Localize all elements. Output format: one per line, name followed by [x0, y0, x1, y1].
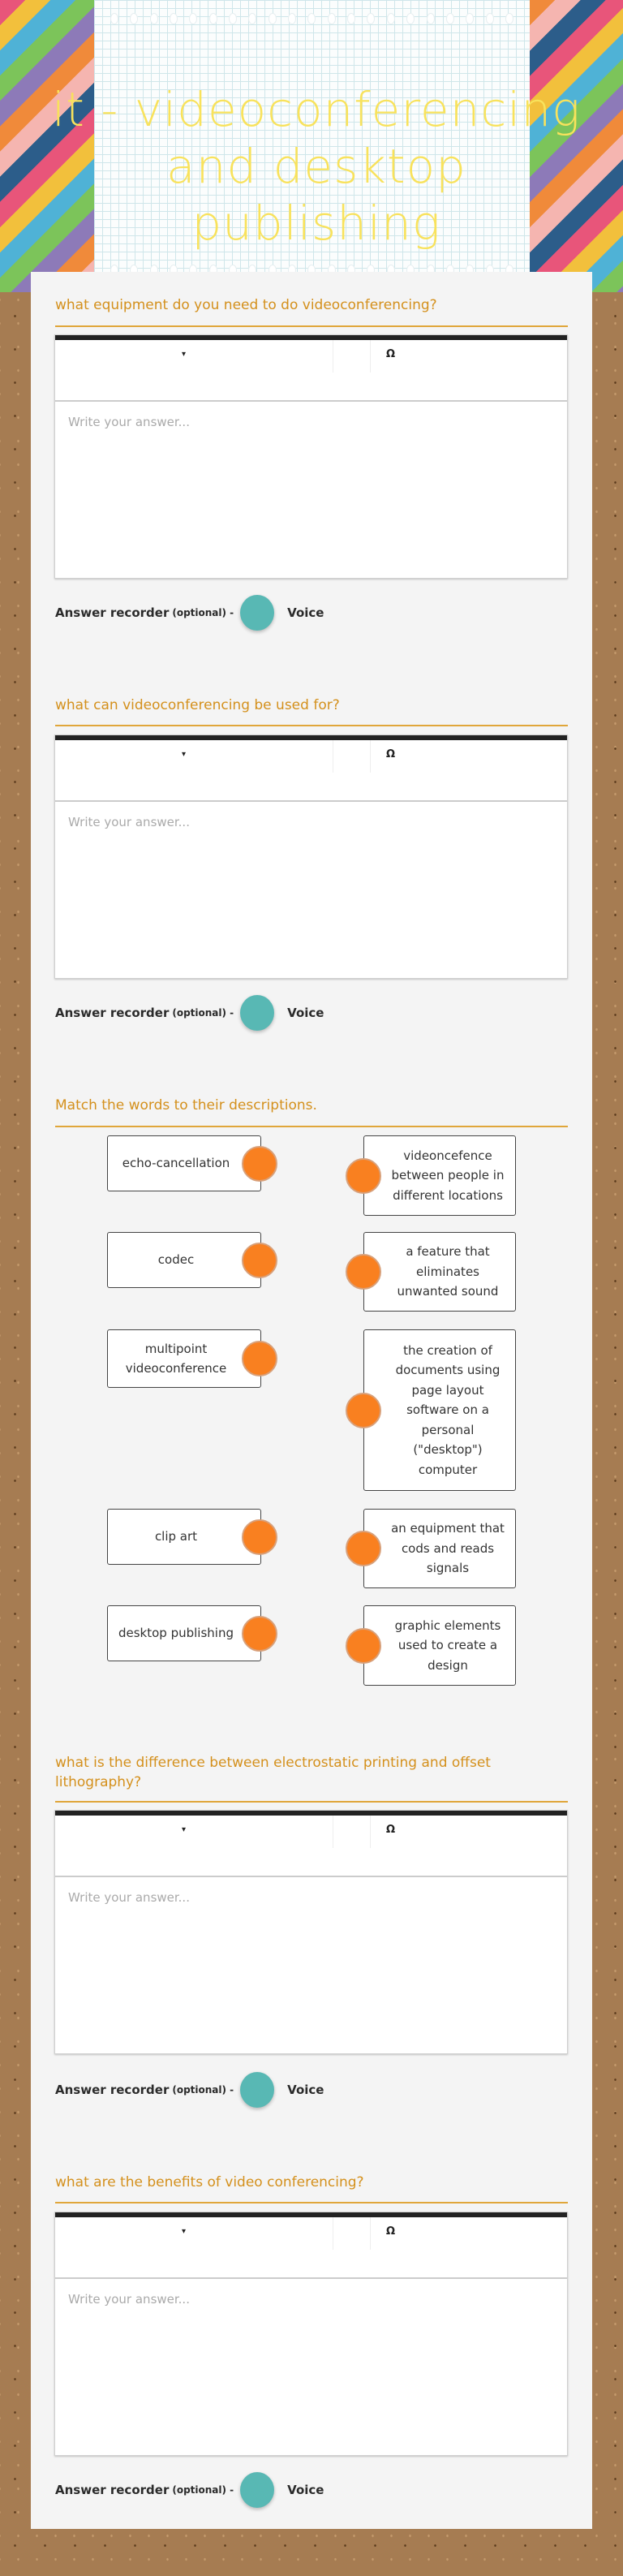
- match-connector-left[interactable]: [242, 1616, 277, 1652]
- editor-toolbar: [55, 1816, 567, 1877]
- match-description[interactable]: an equipment that cods and reads signals: [363, 1509, 516, 1588]
- recorder-optional: (optional) -: [172, 607, 234, 618]
- answer-placeholder: Write your answer...: [68, 415, 190, 429]
- voice-label: Voice: [287, 1006, 324, 1020]
- title-divider: [55, 1126, 568, 1127]
- match-term[interactable]: echo-cancellation: [107, 1135, 261, 1191]
- answer-editor: [54, 2212, 568, 2456]
- answer-placeholder: Write your answer...: [68, 2292, 190, 2307]
- question-title: what is the difference between electrostatic printing and offset lithography?: [55, 1755, 491, 1790]
- record-voice-button[interactable]: [240, 2472, 274, 2508]
- answer-textarea[interactable]: [55, 402, 567, 578]
- match-connector-left[interactable]: [242, 1519, 277, 1555]
- answer-textarea[interactable]: [55, 802, 567, 978]
- question-title: what can videoconferencing be used for?: [55, 697, 340, 713]
- match-connector-right[interactable]: [346, 1393, 381, 1428]
- answer-editor: [54, 734, 568, 979]
- answer-textarea[interactable]: [55, 1877, 567, 2053]
- toolbar-divider: [370, 740, 371, 773]
- match-connector-left[interactable]: [242, 1146, 277, 1182]
- voice-label: Voice: [287, 605, 324, 620]
- editor-toolbar: [55, 340, 567, 402]
- recorder-label: Answer recorder: [55, 2483, 170, 2497]
- page-title: it - videoconferencing and desktop publishing: [52, 82, 581, 251]
- recorder-label: Answer recorder: [55, 1006, 170, 1020]
- recorder-optional: (optional) -: [172, 1007, 234, 1019]
- match-term[interactable]: clip art: [107, 1509, 261, 1565]
- question-title: Match the words to their descriptions.: [55, 1097, 317, 1114]
- question-title: what equipment do you need to do videoconferencing?: [55, 297, 437, 313]
- title-divider: [55, 2202, 568, 2203]
- answer-placeholder: Write your answer...: [68, 1890, 190, 1905]
- answer-recorder: [55, 594, 324, 631]
- match-connector-right[interactable]: [346, 1628, 381, 1664]
- format-dropdown-caret-icon[interactable]: ▾: [182, 2227, 187, 2236]
- toolbar-divider: [370, 1816, 371, 1848]
- match-connector-right[interactable]: [346, 1254, 381, 1290]
- recorder-label: Answer recorder: [55, 2083, 170, 2097]
- special-character-button[interactable]: Ω: [386, 2225, 396, 2238]
- match-description[interactable]: graphic elements used to create a design: [363, 1605, 516, 1686]
- match-connector-left[interactable]: [242, 1341, 277, 1376]
- match-connector-right[interactable]: [346, 1531, 381, 1566]
- match-connector-right[interactable]: [346, 1158, 381, 1194]
- title-divider: [55, 725, 568, 726]
- match-term[interactable]: desktop publishing: [107, 1605, 261, 1661]
- voice-label: Voice: [287, 2483, 324, 2497]
- match-description[interactable]: a feature that eliminates unwanted sound: [363, 1232, 516, 1312]
- format-dropdown-caret-icon[interactable]: ▾: [182, 350, 187, 359]
- special-character-button[interactable]: Ω: [386, 348, 396, 360]
- record-voice-button[interactable]: [240, 2072, 274, 2108]
- title-divider: [55, 325, 568, 327]
- special-character-button[interactable]: Ω: [386, 748, 396, 760]
- recorder-optional: (optional) -: [172, 2084, 234, 2096]
- format-dropdown-caret-icon[interactable]: ▾: [182, 1825, 187, 1834]
- match-term[interactable]: codec: [107, 1232, 261, 1288]
- title-divider: [55, 1801, 568, 1803]
- toolbar-divider: [370, 340, 371, 373]
- answer-recorder: [55, 2071, 324, 2109]
- recorder-optional: (optional) -: [172, 2484, 234, 2496]
- format-dropdown-caret-icon[interactable]: ▾: [182, 750, 187, 759]
- recorder-label: Answer recorder: [55, 605, 170, 620]
- match-term[interactable]: multipoint videoconference: [107, 1329, 261, 1388]
- editor-toolbar: [55, 740, 567, 802]
- match-description[interactable]: the creation of documents using page layout software on a personal ("desktop") computer: [363, 1329, 516, 1491]
- record-voice-button[interactable]: [240, 995, 274, 1031]
- voice-label: Voice: [287, 2083, 324, 2097]
- editor-toolbar: [55, 2217, 567, 2279]
- toolbar-divider: [370, 2217, 371, 2250]
- match-description[interactable]: videoncefence between people in different locations: [363, 1135, 516, 1216]
- answer-recorder: [55, 994, 324, 1032]
- record-voice-button[interactable]: [240, 595, 274, 631]
- answer-editor: [54, 334, 568, 579]
- header-banner: [0, 0, 623, 292]
- question-title: what are the benefits of video conferencing?: [55, 2174, 364, 2190]
- special-character-button[interactable]: Ω: [386, 1824, 396, 1836]
- answer-recorder: [55, 2471, 324, 2509]
- match-connector-left[interactable]: [242, 1243, 277, 1278]
- answer-textarea[interactable]: [55, 2279, 567, 2455]
- answer-placeholder: Write your answer...: [68, 815, 190, 829]
- answer-editor: [54, 1810, 568, 2054]
